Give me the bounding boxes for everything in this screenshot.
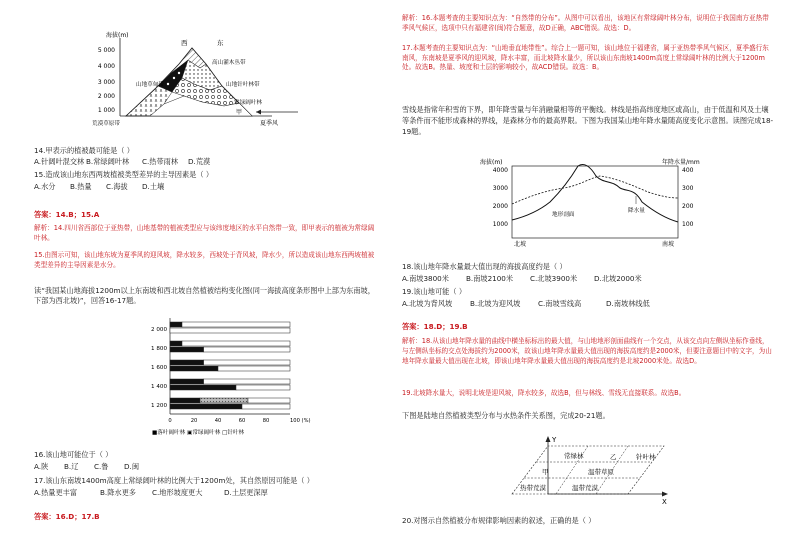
bar-y-tick-label: 1 800 (150, 346, 167, 352)
jia-xy-label: 甲 (542, 468, 549, 476)
q19-option-b[interactable]: B.北坡为迎风坡 (470, 299, 521, 308)
coniferous-label: 山地针叶林带 (226, 82, 260, 88)
q18-option-d[interactable]: D.北坡2000米 (594, 274, 642, 283)
evergreen-label: 常绿林 (564, 452, 584, 460)
bar-segment-southeast (170, 379, 204, 384)
q15-option-d[interactable]: D.土壤 (142, 182, 165, 191)
temperate-steppe-label: 温带草原 (588, 468, 614, 476)
terrain-profile-label: 地形剖面 (552, 212, 575, 218)
bar-x-tick-label: 0 (168, 418, 172, 424)
right-tick-300: 300 (682, 185, 694, 192)
q20-21-intro: 下图是陆地自然植被类型分布与水热条件关系图，完成20-21题。 (402, 411, 610, 420)
q16-options (34, 462, 139, 472)
south-slope-label: 南坡 (662, 241, 675, 248)
bar-segment-southeast (170, 398, 200, 403)
bar-segment-northwest (218, 366, 290, 371)
bar-segment-southeast (204, 360, 290, 365)
y-axis-label: 海拔(m) (106, 32, 129, 39)
q19-stem: 19.该山地可能（ ） (402, 287, 467, 296)
q16-option-c[interactable]: C.鲁 (94, 462, 109, 471)
q15-options (34, 182, 164, 192)
q17-option-d[interactable]: D.土层更深厚 (224, 488, 268, 497)
vegetation-water-heat-diagram (478, 432, 678, 506)
bar-segment-northwest (236, 385, 290, 390)
bar-segment-southeast (170, 360, 204, 365)
north-slope-label: 北坡 (514, 241, 527, 248)
tick-4000: 4 000 (97, 63, 115, 70)
bar-y-tick-label: 1 400 (150, 384, 167, 390)
bar-x-tick-label: 60 (238, 418, 246, 424)
q15-stem: 15.造成该山地东西两坡植被类型差异的主导因素是（ ） (34, 170, 214, 179)
bar-segment-southeast (204, 379, 290, 384)
q16-option-b[interactable]: B.辽 (64, 462, 79, 471)
q14-option-c[interactable]: C.热带雨林 (142, 157, 179, 166)
alpine-shrub-label: 高山灌木丛带 (212, 60, 246, 66)
q20-stem: 20.对图示自然植被分布规律影响因素的叙述，正确的是（ ） (402, 516, 596, 525)
q19-option-d[interactable]: D.南坡林线低 (606, 299, 650, 308)
answer-18-19: 答案：18.D；19.B (402, 322, 468, 331)
q14-option-a[interactable]: A.针阔叶混交林 (34, 157, 85, 166)
q17-stem: 17.该山东南坡1400m高度上常绿阔叶林的比例大于1200m处，其自然原因可能是（ ） (34, 476, 314, 485)
q18-stem: 18.该山地年降水量最大值出现的海拔高度约是（ ） (402, 262, 567, 271)
bar-segment-southeast (182, 322, 290, 327)
bar-x-tick-label: 40 (214, 418, 222, 424)
q15-option-c[interactable]: C.海拔 (106, 182, 128, 191)
q14-option-d[interactable]: D.荒漠 (188, 157, 211, 166)
bar-segment-southeast (248, 398, 290, 403)
answer-14-15: 答案：14.B；15.A (34, 210, 100, 219)
bar-x-tick-label: 20 (190, 418, 198, 424)
q14-stem: 14.甲表示的植被最可能是（ ） (34, 146, 134, 155)
q14-option-b[interactable]: B.常绿阔叶林 (86, 157, 130, 166)
meadow-label: 山地草甸带 (136, 82, 164, 88)
bar-segment-northwest (204, 347, 290, 352)
right-tick-400: 400 (682, 167, 694, 174)
right-tick-100: 100 (682, 221, 694, 228)
explanation-19: 19.北坡降水量大，说明北坡是迎风坡，降水较多，故选B，但与林线、雪线无直接联系。故选B。 (402, 389, 686, 397)
precipitation-elevation-chart (478, 158, 714, 250)
bar-x-tick-label: 80 (262, 418, 270, 424)
tick-5000: 5 000 (97, 47, 115, 54)
bar-segment-southeast (170, 341, 182, 346)
left-tick-3000: 3000 (492, 185, 508, 192)
bar-legend: ■落叶阔叶林 ▣常绿阔叶林 □针叶林 (152, 430, 245, 436)
bar-segment-northwest (170, 404, 242, 409)
conifer-label: 针叶林 (636, 453, 656, 461)
bar-y-tick-label: 1 600 (150, 365, 167, 371)
temperate-desert-label: 温带荒漠 (572, 484, 598, 492)
q16-option-d[interactable]: D.闽 (124, 462, 140, 471)
bar-y-tick-label: 1 200 (150, 403, 167, 409)
q14-options (34, 157, 210, 167)
broadleaf-label: 常绿阔叶林 (234, 100, 262, 106)
bar-segment-southeast (182, 341, 290, 346)
bar-segment-southeast (200, 398, 248, 403)
explanation-14: 解析：14.四川省西部位于亚热带，山地基带的植被类型应与该纬度地区的水平自然带一致，即甲表示的植被为常绿阔叶林。 (34, 224, 375, 242)
q16-option-a[interactable]: A.陕 (34, 462, 49, 471)
q17-option-b[interactable]: B.降水更多 (100, 488, 136, 497)
q18-option-b[interactable]: B.南坡2100米 (466, 274, 514, 283)
bar-segment-northwest (170, 328, 290, 333)
right-tick-200: 200 (682, 203, 694, 210)
right-axis-label: 年降水量/mm (662, 159, 700, 166)
q15-option-b[interactable]: B.热量 (70, 182, 92, 191)
yi-label: 乙 (610, 453, 617, 461)
explanation-16: 解析：16.本题考查的主要知识点为：“自然带的分布”。从图中可以看出，该地区有常绿阔叶林分布，说明位于我国南方亚热带季风气候区，选项中只有福建省(闽)符合题意，故D正确，ABC错误。故选：D。 (402, 14, 769, 32)
bar-y-tick-label: 2 000 (150, 327, 167, 333)
left-tick-2000: 2000 (492, 203, 508, 210)
explanation-17: 17.本题考查的主要知识点为：“山地垂直地带性”。综合上一题可知，该山地位于福建省，属于亚热带季风气候区，夏季盛行东南风，东南坡是夏季风的迎风坡，降水丰富，而北坡降水量少，所以该山东南坡1400m高度上常绿阔叶林的比例大于1200m处。故选B。热量、坡度和土层的影响较小，故ACD错误。故选：B。 (402, 44, 769, 72)
tick-1000: 1 000 (97, 107, 115, 114)
explanation-15: 15.由图示可知，该山地东坡为夏季风的迎风坡，降水较多，西坡处于背风坡，降水少，所以造成该山地东西两坡植被类型差异的主导因素是水分。 (34, 251, 375, 269)
q18-options (402, 274, 642, 284)
q17-options (34, 488, 268, 498)
bar-segment-southeast (170, 322, 182, 327)
bar-x-tick-label: 100 (%) (290, 418, 311, 424)
left-axis-label: 海拔(m) (480, 159, 503, 166)
wind-label: 夏季风 (260, 120, 279, 127)
west-label: 西 (181, 39, 188, 47)
bar-segment-northwest (242, 404, 290, 409)
q16-stem: 16.该山地可能位于（ ） (34, 450, 113, 459)
left-tick-4000: 4000 (492, 167, 508, 174)
tropical-desert-label: 热带荒漠 (520, 484, 546, 492)
q15-option-a[interactable]: A.水分 (34, 182, 56, 191)
explanation-18: 解析：18.从该山地年降水量的曲线中横坐标标出的最大值，与山地地形剖面曲线有一个交点，从该交点向左侧纵坐标作垂线，与左侧纵坐标的交点处海拔约为2000米，故该山地年降水量最大值出现的海拔高度约是2000米，但要注意题目中的文字，为山地年降水量最大值出现在北坡，即该山地年降水量最大值出现的海拔高度约是北坡2000米处。故选D。 (402, 337, 772, 365)
tick-3000: 3 000 (97, 79, 115, 86)
precipitation-line (512, 176, 678, 204)
precipitation-label: 降水量 (628, 208, 645, 214)
q17-option-a[interactable]: A.热量更丰富 (34, 488, 78, 497)
answer-16-17: 答案：16.D；17.B (34, 512, 100, 521)
bar-segment-northwest (170, 366, 218, 371)
q18-option-a[interactable]: A.南坡3800米 (402, 274, 449, 283)
mountain-vegetation-diagram (84, 28, 314, 133)
left-tick-1000: 1000 (492, 221, 508, 228)
x-label: X (662, 498, 667, 506)
tick-2000: 2 000 (97, 93, 115, 100)
vegetation-bar-chart (140, 316, 311, 438)
q16-17-intro: 读“我国某山地海拔1200m以上东南坡和西北坡自然植被结构变化图(同一海拔高度条形图中上部为东南坡，下部为西北坡)”，回答16-17题。 (34, 286, 375, 305)
bar-segment-northwest (170, 347, 204, 352)
q19-option-a[interactable]: A.北坡为背风坡 (402, 299, 453, 308)
jia-label: 甲 (236, 109, 243, 116)
q18-19-intro: 雪线是指常年积雪的下界，即年降雪量与年消融量相等的平衡线。林线是指高纬度地区或高山，由于低温和风及土壤等条件而不能形成森林的界线，是森林分布的最高界限。下图为我国某山地年降水量随高度变化示意图。读图完成18-19题。 (402, 105, 774, 136)
east-label: 东 (217, 39, 224, 47)
desert-label: 荒漠草原带 (92, 121, 120, 127)
q17-option-c[interactable]: C.地形坡度更大 (152, 488, 203, 497)
y-label: Y (552, 436, 557, 444)
bar-segment-northwest (170, 385, 236, 390)
line-chart-frame (512, 166, 678, 238)
q19-options (402, 299, 650, 309)
q19-option-c[interactable]: C.南坡雪线高 (538, 299, 582, 308)
q18-option-c[interactable]: C.北坡3900米 (530, 274, 578, 283)
